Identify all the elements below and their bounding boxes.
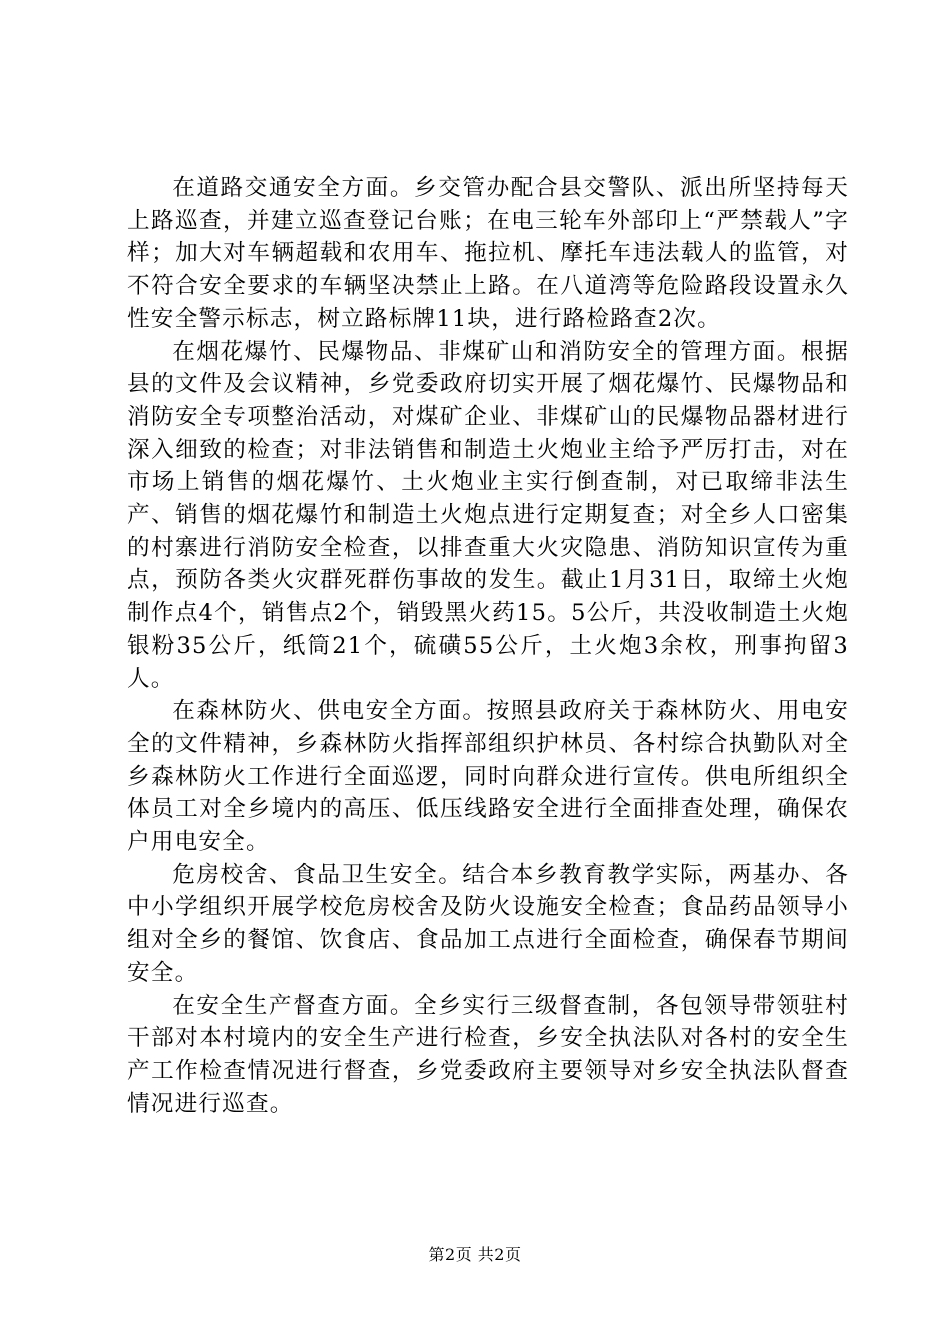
paragraph-school-food-safety: 危房校舍、食品卫生安全。结合本乡教育教学实际，两基办、各中小学组织开展学校危房校舍及防火设施安全检查；食品药品领导小组对全乡的餐馆、饮食店、食品加工点进行全面检查，确保春节期间安全。	[127, 861, 849, 986]
body-text	[127, 172, 849, 1120]
paragraph-road-traffic-safety: 在道路交通安全方面。乡交管办配合县交警队、派出所坚持每天上路巡查，并建立巡查登记台账；在电三轮车外部印上“严禁载人”字样；加大对车辆超载和农用车、拖拉机、摩托车违法载人的监管，对不符合安全要求的车辆坚决禁止上路。在八道湾等危险路段设置永久性安全警示标志，树立路标牌11块，进行路检路查2次。	[127, 175, 849, 332]
paragraph-fireworks-fire-safety: 在烟花爆竹、民爆物品、非煤矿山和消防安全的管理方面。根据县的文件及会议精神，乡党委政府切实开展了烟花爆竹、民爆物品和消防安全专项整治活动，对煤矿企业、非煤矿山的民爆物品器材进行深入细致的检查；对非法销售和制造土火炮业主给予严厉打击，对在市场上销售的烟花爆竹、土火炮业主实行倒查制，对已取缔非法生产、销售的烟花爆竹和制造土火炮点进行定期复查；对全乡人口密集的村寨进行消防安全检查，以排查重大火灾隐患、消防知识宣传为重点，预防各类火灾群死群伤事故的发生。截止1月31日，取缔土火炮制作点4个，销售点2个，销毁黑火药15。5公斤，共没收制造土火炮银粉35公斤，纸筒21个，硫磺55公斤，土火炮3余枚，刑事拘留3人。	[127, 338, 849, 692]
paragraph-forest-fire-power-safety: 在森林防火、供电安全方面。按照县政府关于森林防火、用电安全的文件精神，乡森林防火指挥部组织护林员、各村综合执勤队对全乡森林防火工作进行全面巡逻，同时向群众进行宣传。供电所组织全体员工对全乡境内的高压、低压线路安全进行全面排查处理，确保农户用电安全。	[127, 698, 849, 856]
paragraph-safety-supervision: 在安全生产督查方面。全乡实行三级督查制，各包领导带领驻村干部对本村境内的安全生产进行检查，乡安全执法队对各村的安全生产工作检查情况进行督查，乡党委政府主要领导对乡安全执法队督查情况进行巡查。	[127, 992, 849, 1117]
page-footer: 第2页 共2页	[428, 1245, 522, 1264]
